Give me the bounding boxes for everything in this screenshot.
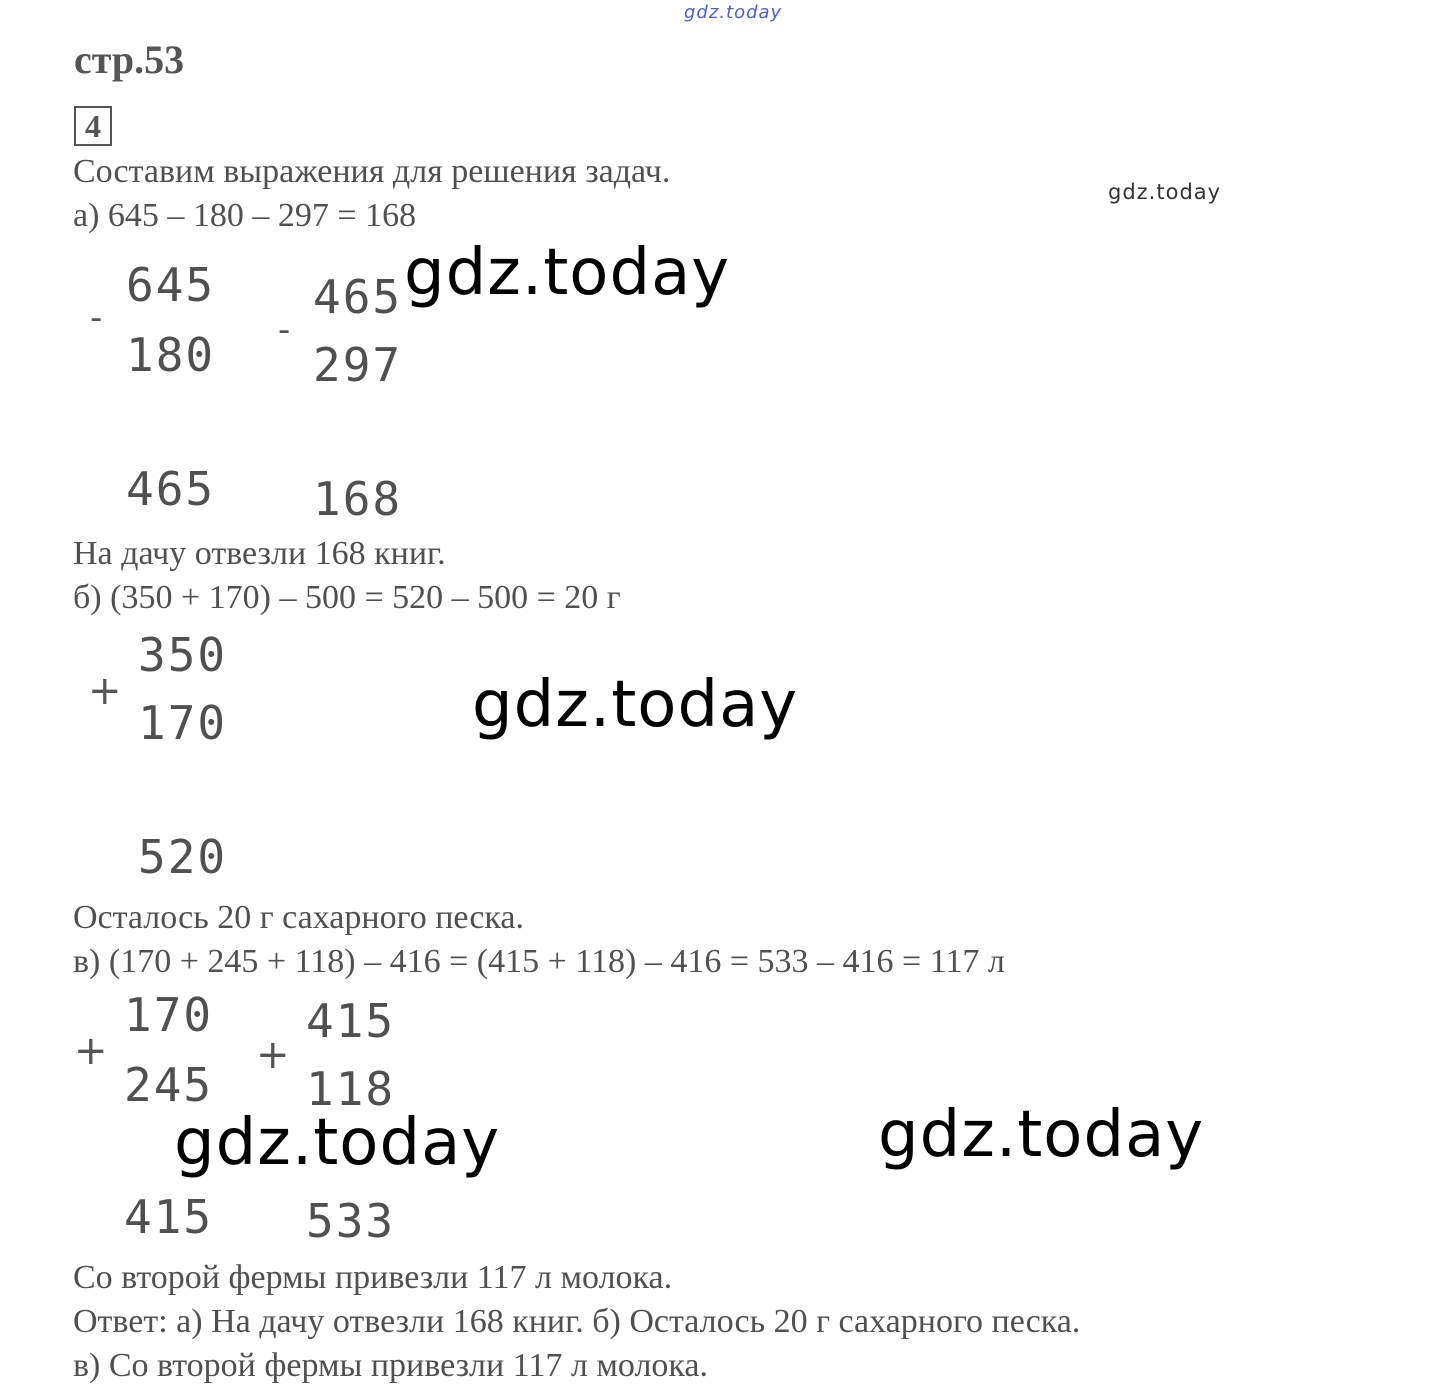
page-title: стр.53 [74, 37, 185, 82]
part-c-calc2-sign: + [256, 1032, 290, 1078]
watermark-big-3: gdz.today [174, 1106, 501, 1180]
part-b-calc1-bottom: 170 [138, 696, 228, 750]
part-c-calc1-result: 415 [124, 1190, 214, 1244]
part-a-calc2-sign: - [278, 310, 291, 350]
watermark-big-4: gdz.today [878, 1098, 1205, 1172]
watermark-small: gdz.today [1108, 180, 1222, 204]
watermark-big-1: gdz.today [404, 236, 731, 310]
part-c-calc1-bottom: 245 [124, 1058, 214, 1112]
part-c-expression: в) (170 + 245 + 118) – 416 = (415 + 118) – 416 = 533 – 416 = 117 л [73, 943, 1005, 980]
final-answer-line2: в) Со второй фермы привезли 117 л молока. [73, 1347, 709, 1384]
part-b-answer: Осталось 20 г сахарного песка. [73, 899, 525, 936]
part-a-calc1-bottom: 180 [126, 328, 216, 382]
part-a-calc2-result: 168 [313, 472, 403, 526]
part-a-calc2-top: 465 [313, 270, 403, 324]
part-b-calc1-result: 520 [138, 830, 228, 884]
part-c-calc2-result: 533 [306, 1194, 396, 1248]
part-a-expression: а) 645 – 180 – 297 = 168 [73, 197, 417, 234]
final-answer-line1: Ответ: а) На дачу отвезли 168 книг. б) Осталось 20 г сахарного песка. [73, 1303, 1081, 1340]
task-number: 4 [74, 106, 112, 146]
part-b-calc1-sign: + [88, 668, 122, 714]
part-a-answer: На дачу отвезли 168 книг. [73, 535, 446, 572]
part-a-calc1-result: 465 [126, 462, 216, 516]
part-a-calc1-top: 645 [126, 258, 216, 312]
part-b-calc1-top: 350 [138, 628, 228, 682]
part-b-expression: б) (350 + 170) – 500 = 520 – 500 = 20 г [73, 579, 621, 616]
part-c-calc2-bottom: 118 [306, 1062, 396, 1116]
part-c-calc2-top: 415 [306, 994, 396, 1048]
part-c-answer: Со второй фермы привезли 117 л молока. [73, 1259, 673, 1296]
part-a-calc2-bottom: 297 [313, 338, 403, 392]
watermark-big-2: gdz.today [472, 668, 799, 742]
watermark-top: gdz.today [684, 2, 783, 23]
intro-text: Составим выражения для решения задач. [73, 153, 671, 190]
part-a-calc1-sign: - [90, 298, 103, 338]
part-c-calc1-sign: + [74, 1028, 108, 1074]
part-c-calc1-top: 170 [124, 988, 214, 1042]
